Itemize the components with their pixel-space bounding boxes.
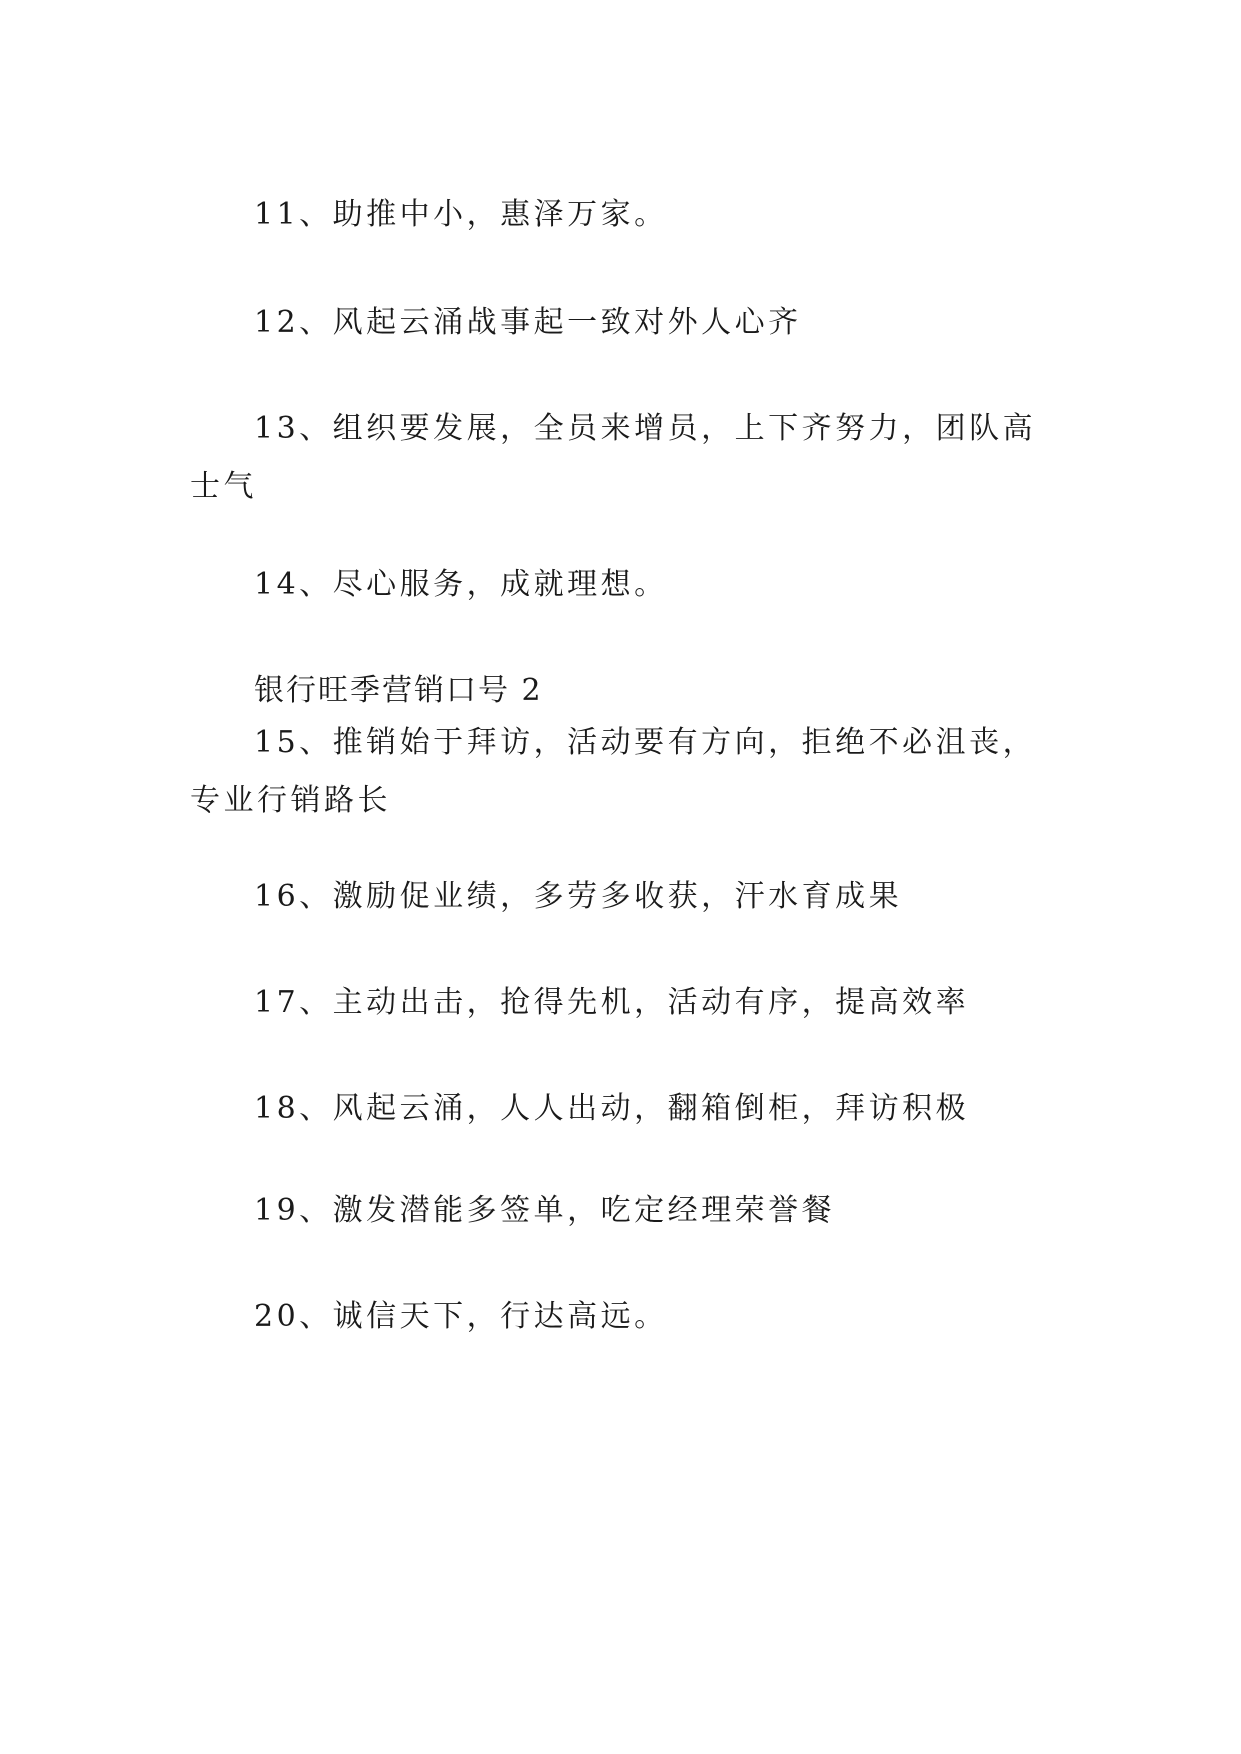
slogan-item-16: 16、激励促业绩，多劳多收获，汗水育成果 <box>254 879 903 914</box>
slogan-item-15: 15、推销始于拜访，活动要有方向，拒绝不必沮丧，专业行销路长 <box>190 725 1037 818</box>
slogan-item-12: 12、风起云涌战事起一致对外人心齐 <box>254 305 802 340</box>
slogan-item-20: 20、诚信天下，行达高远。 <box>254 1299 668 1334</box>
slogan-item-19: 19、激发潜能多签单，吃定经理荣誉餐 <box>254 1193 836 1228</box>
slogan-item-18: 18、风起云涌，人人出动，翻箱倒柜，拜访积极 <box>254 1091 970 1126</box>
slogan-item-13: 13、组织要发展，全员来增员，上下齐努力，团队高士气 <box>190 411 1037 504</box>
section-heading: 银行旺季营销口号 2 <box>254 673 543 708</box>
slogan-item-11: 11、助推中小，惠泽万家。 <box>254 197 668 232</box>
slogan-item-14: 14、尽心服务，成就理想。 <box>254 567 668 602</box>
slogan-item-17: 17、主动出击，抢得先机，活动有序，提高效率 <box>254 985 970 1020</box>
